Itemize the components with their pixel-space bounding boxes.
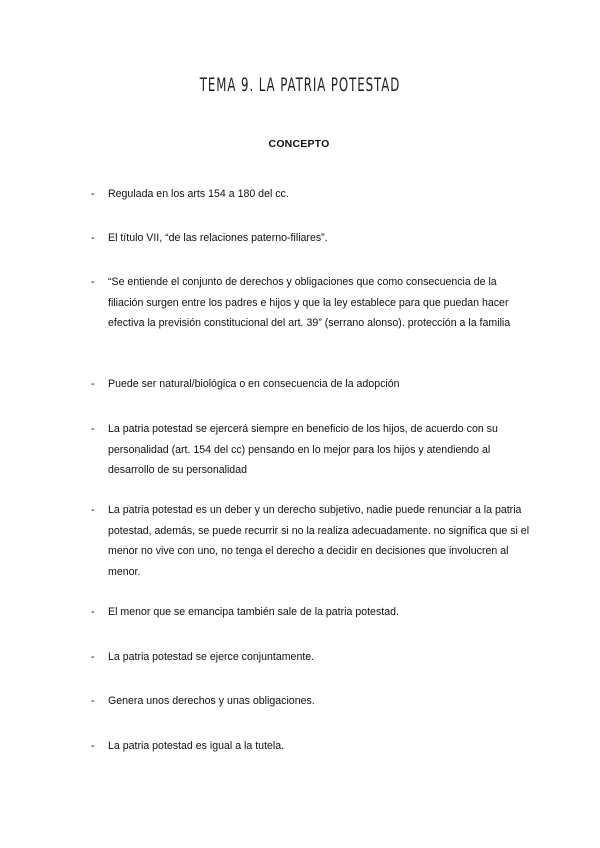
- list-item: [91, 374, 531, 395]
- list-item: [91, 272, 531, 334]
- list-item: [91, 184, 531, 205]
- page-title: TEMA 9. LA PATRIA POTESTAD: [199, 74, 401, 96]
- list-item-text: El menor que se emancipa también sale de la patria potestad.: [108, 606, 399, 618]
- list-item-text: La patria potestad es igual a la tutela.: [108, 740, 285, 752]
- list-item: [91, 736, 531, 757]
- list-item-text: Puede ser natural/biológica o en consecuencia de la adopción: [108, 378, 400, 390]
- bullet-dash: -: [91, 606, 95, 618]
- list-item: [91, 647, 531, 668]
- bullet-dash: -: [91, 740, 95, 752]
- list-item: [91, 419, 531, 481]
- list-item: [91, 691, 531, 712]
- list-item: [91, 500, 531, 583]
- list-item-text: Genera unos derechos y unas obligaciones.: [108, 695, 315, 707]
- bullet-dash: -: [91, 504, 95, 516]
- bullet-dash: -: [91, 423, 95, 435]
- bullet-dash: -: [91, 276, 95, 288]
- bullet-dash: -: [91, 695, 95, 707]
- list-item: [91, 228, 531, 249]
- list-item-text: La patria potestad se ejercerá siempre en beneficio de los hijos, de acuerdo con su personalidad (art. 154 del cc) pensando en lo mejor para los hijos y atendiendo al desarrollo de su personalidad: [108, 423, 498, 477]
- section-heading: CONCEPTO: [268, 138, 330, 150]
- bullet-dash: -: [91, 188, 95, 200]
- bullet-dash: -: [91, 651, 95, 663]
- list-item-text: La patria potestad se ejerce conjuntamente.: [108, 651, 315, 663]
- bullet-dash: -: [91, 378, 95, 390]
- list-item: [91, 602, 531, 623]
- list-item-text: El título VII, “de las relaciones paterno-filiares”.: [108, 232, 328, 244]
- list-item-text: “Se entiende el conjunto de derechos y obligaciones que como consecuencia de la filiación surgen entre los padres e hijos y que la ley establece para que puedan hacer efectiva la previsión constitucional del art. 39” (serrano alonso). protección a la familia: [108, 276, 511, 330]
- bullet-dash: -: [91, 232, 95, 244]
- list-item-text: Regulada en los arts 154 a 180 del cc.: [108, 188, 289, 200]
- list-item-text: La patria potestad es un deber y un derecho subjetivo, nadie puede renunciar a la patria potestad, además, se puede recurrir si no la realiza adecuadamente. no significa que si el menor no vive con uno, no tenga el derecho a decidir en decisiones que involucren al menor.: [108, 504, 530, 579]
